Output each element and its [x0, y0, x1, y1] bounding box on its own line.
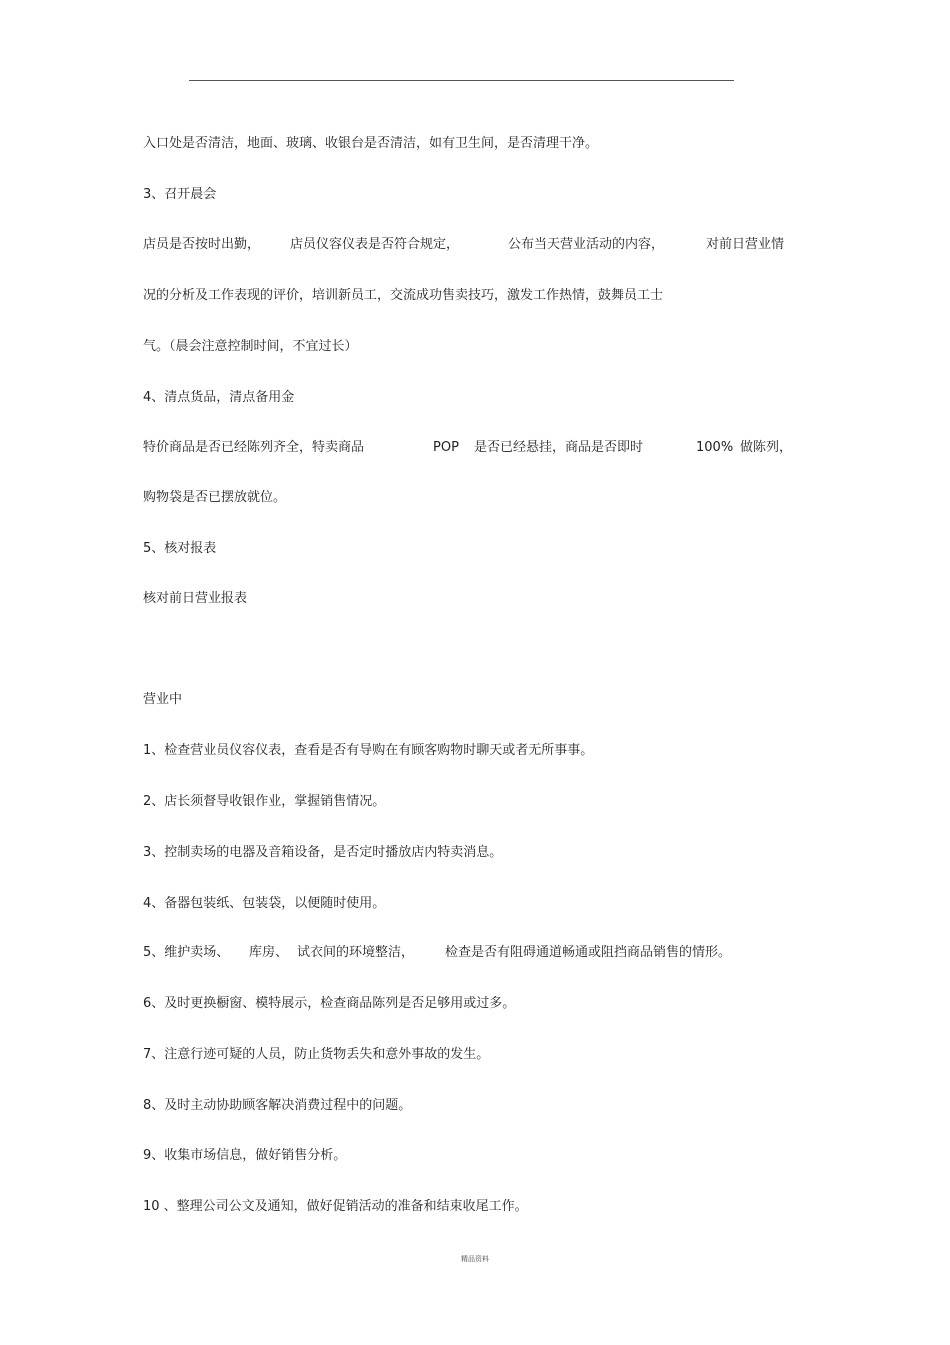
- page-footer: 精品资料: [461, 1255, 489, 1263]
- text-segment: 100%: [696, 440, 734, 455]
- text-segment: 购物袋是否已摆放就位。: [143, 490, 287, 505]
- text-segment: 公布当天营业活动的内容，: [508, 237, 665, 252]
- text-segment: 4、备器包装纸、包装袋，以便随时使用。: [143, 896, 386, 911]
- text-segment: POP: [433, 440, 459, 455]
- text-segment: 5、维护卖场、: [143, 945, 230, 960]
- text-segment: 入口处是否清洁，地面、玻璃、收银台是否清洁，如有卫生间，是否清理干净。: [143, 136, 599, 151]
- text-segment: 是否已经悬挂，商品是否即时: [474, 440, 644, 455]
- text-segment: 库房、: [249, 945, 289, 960]
- text-segment: 营业中: [143, 692, 183, 707]
- text-segment: 8、及时主动协助顾客解决消费过程中的问题。: [143, 1098, 412, 1113]
- text-segment: 店员是否按时出勤，: [143, 237, 261, 252]
- text-segment: 4、清点货品，清点备用金: [143, 390, 295, 405]
- text-segment: 10 、整理公司公文及通知，做好促销活动的准备和结束收尾工作。: [143, 1199, 528, 1214]
- text-segment: 3、召开晨会: [143, 187, 217, 202]
- text-segment: 2、店长须督导收银作业，掌握销售情况。: [143, 794, 386, 809]
- text-segment: 3、控制卖场的电器及音箱设备，是否定时播放店内特卖消息。: [143, 845, 503, 860]
- text-segment: 5、核对报表: [143, 541, 217, 556]
- text-segment: 检查是否有阻碍通道畅通或阻挡商品销售的情形。: [445, 945, 732, 960]
- text-segment: 1、检查营业员仪容仪表，查看是否有导购在有顾客购物时聊天或者无所事事。: [143, 743, 594, 758]
- text-segment: 6、及时更换橱窗、模特展示，检查商品陈列是否足够用或过多。: [143, 996, 516, 1011]
- text-segment: 况的分析及工作表现的评价，培训新员工，交流成功售卖技巧，激发工作热情，鼓舞员工士: [143, 288, 664, 303]
- text-segment: 做陈列，: [740, 440, 793, 455]
- text-segment: 气。（晨会注意控制时间，不宜过长）: [143, 339, 358, 354]
- text-segment: 特价商品是否已经陈列齐全，特卖商品: [143, 440, 365, 455]
- text-segment: 7、注意行迹可疑的人员，防止货物丢失和意外事故的发生。: [143, 1047, 490, 1062]
- text-segment: 店员仪容仪表是否符合规定，: [290, 237, 460, 252]
- header-rule: [189, 80, 734, 81]
- text-segment: 9、收集市场信息，做好销售分析。: [143, 1148, 347, 1163]
- text-segment: 试衣间的环境整洁，: [297, 945, 415, 960]
- text-segment: 对前日营业情: [706, 237, 785, 252]
- text-segment: 核对前日营业报表: [143, 591, 248, 606]
